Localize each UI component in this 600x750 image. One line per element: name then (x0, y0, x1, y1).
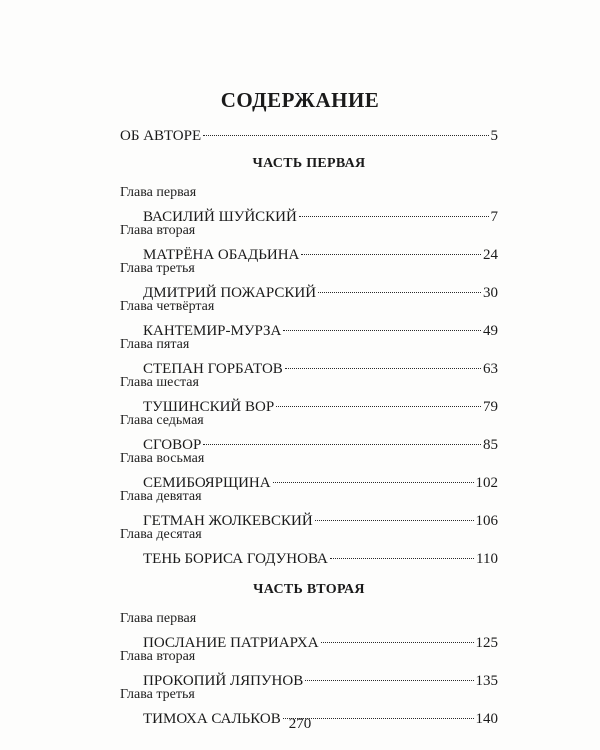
chapter-title: СГОВОР (143, 437, 202, 453)
chapter-row (120, 544, 498, 567)
chapter-page: 140 (475, 711, 498, 727)
toc-about-label: ОБ АВТОРЕ (120, 128, 202, 144)
toc-entry (120, 488, 498, 529)
chapter-title: ТЕНЬ БОРИСА ГОДУНОВА (143, 551, 328, 567)
dot-leader (273, 468, 474, 487)
chapter-title: ТУШИНСКИЙ ВОР (143, 399, 275, 415)
chapter-page: 135 (475, 673, 498, 689)
toc-about-page: 5 (490, 128, 498, 144)
chapter-label: Глава пятая (120, 337, 190, 352)
page-title: СОДЕРЖАНИЕ (220, 88, 380, 112)
chapter-page: 63 (483, 361, 498, 377)
dot-leader (321, 628, 474, 647)
chapter-row (120, 468, 498, 491)
chapter-row (120, 354, 498, 377)
chapter-row (120, 628, 498, 651)
dot-leader (330, 544, 474, 563)
dot-leader (305, 666, 473, 685)
dot-leader (203, 430, 481, 449)
chapter-page: 125 (475, 635, 498, 651)
chapter-row (120, 666, 498, 689)
part-heading: ЧАСТЬ ВТОРАЯ (253, 582, 365, 597)
chapter-row (120, 392, 498, 415)
toc-about-row (120, 121, 498, 144)
toc-entry (120, 260, 498, 301)
chapter-label: Глава первая (120, 611, 197, 626)
chapter-page: 102 (475, 475, 498, 491)
chapter-row (120, 506, 498, 529)
dot-leader (301, 240, 481, 259)
dot-leader (299, 202, 489, 221)
chapter-label: Глава третья (120, 687, 195, 702)
toc-entry (120, 526, 498, 567)
chapter-title: ДМИТРИЙ ПОЖАРСКИЙ (143, 285, 317, 301)
chapter-label: Глава вторая (120, 649, 196, 664)
dot-leader (276, 392, 481, 411)
dot-leader (203, 121, 488, 140)
chapter-page: 30 (483, 285, 498, 301)
page-number: 270 (288, 716, 312, 732)
toc-entry (120, 298, 498, 339)
chapter-title: МАТРЁНА ОБАДЬИНА (143, 247, 300, 263)
chapter-label: Глава десятая (120, 527, 202, 542)
chapter-title: ПОСЛАНИЕ ПАТРИАРХА (143, 635, 319, 651)
part-heading: ЧАСТЬ ПЕРВАЯ (252, 156, 366, 171)
toc-entry (120, 184, 498, 225)
chapter-row (120, 316, 498, 339)
toc-entry (120, 610, 498, 651)
dot-leader (285, 354, 481, 373)
chapter-row (120, 430, 498, 453)
chapter-label: Глава первая (120, 185, 197, 200)
chapter-label: Глава вторая (120, 223, 196, 238)
chapter-title: СТЕПАН ГОРБАТОВ (143, 361, 283, 377)
chapter-label: Глава девятая (120, 489, 202, 504)
chapter-label: Глава восьмая (120, 451, 205, 466)
chapter-page: 106 (475, 513, 498, 529)
chapter-title: ВАСИЛИЙ ШУЙСКИЙ (143, 209, 297, 225)
dot-leader (318, 278, 481, 297)
chapter-row (120, 278, 498, 301)
chapter-title: ГЕТМАН ЖОЛКЕВСКИЙ (143, 513, 313, 529)
chapter-row (120, 202, 498, 225)
toc-entry (120, 222, 498, 263)
chapter-page: 7 (490, 209, 498, 225)
toc-entry (120, 450, 498, 491)
chapter-title: ПРОКОПИЙ ЛЯПУНОВ (143, 673, 304, 689)
chapter-page: 79 (483, 399, 498, 415)
chapter-title: СЕМИБОЯРЩИНА (143, 475, 271, 491)
toc-entry (120, 412, 498, 453)
dot-leader (283, 316, 481, 335)
chapter-title: КАНТЕМИР-МУРЗА (143, 323, 282, 339)
toc-entry (120, 374, 498, 415)
chapter-page: 49 (483, 323, 498, 339)
chapter-label: Глава шестая (120, 375, 199, 390)
toc-entry (120, 336, 498, 377)
chapter-row (120, 240, 498, 263)
toc-list (120, 121, 498, 727)
toc-entry (120, 648, 498, 689)
chapter-label: Глава седьмая (120, 413, 204, 428)
chapter-title: ТИМОХА САЛЬКОВ (143, 711, 281, 727)
chapter-page: 110 (476, 551, 498, 567)
chapter-page: 24 (483, 247, 498, 263)
dot-leader (315, 506, 474, 525)
chapter-page: 85 (483, 437, 498, 453)
chapter-label: Глава четвёртая (120, 299, 215, 314)
chapter-label: Глава третья (120, 261, 195, 276)
